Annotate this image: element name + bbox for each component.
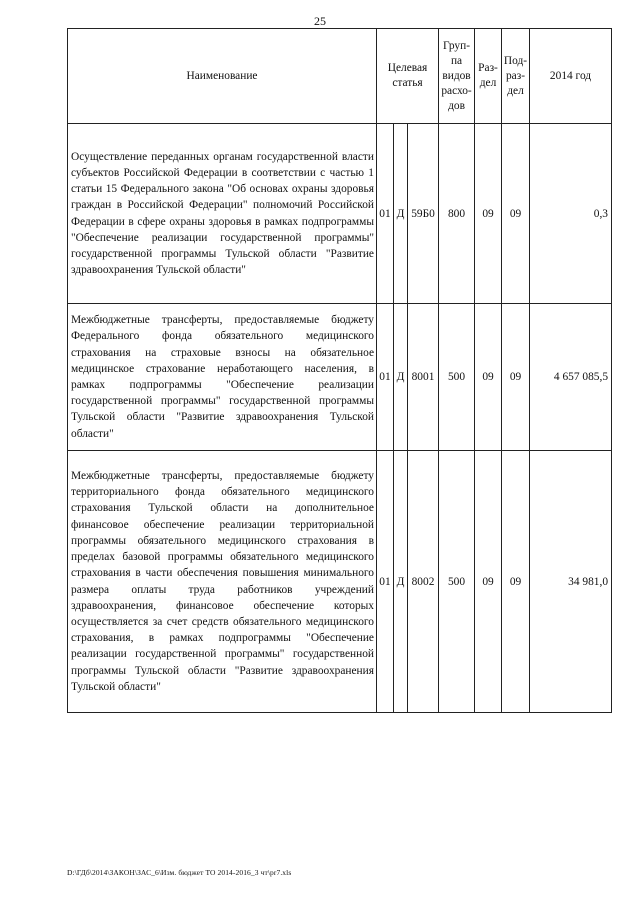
page-number: 25 xyxy=(314,14,326,28)
table-header-row xyxy=(68,29,612,124)
row-amount: 34 981,0 xyxy=(530,451,612,713)
row-subsection: 09 xyxy=(502,451,530,713)
row-article-part3: 8002 xyxy=(408,451,439,713)
row-amount: 0,3 xyxy=(530,124,612,304)
row-section: 09 xyxy=(475,451,502,713)
table-row xyxy=(68,124,612,304)
row-article-part1: 01 xyxy=(377,304,394,451)
row-expense-group: 800 xyxy=(439,124,475,304)
header-year: 2014 год xyxy=(530,29,612,124)
row-article-part3: 59Б0 xyxy=(408,124,439,304)
row-name: Межбюджетные трансферты, предоставляемые бюджету территориального фонда обязательного медицинского страхования Тульской области на дополнительное финансовое обеспечение реализации территориальной программы обязательного медицинского страхования в пределах базовой программы обязательного медицинского страхования в части обеспечения повышения минимального размера оплаты труда работников учреждений здравоохранения, финансовое обеспечение которых осуществляется за счет средств обязательного медицинского страхования, в рамках подпрограммы "Обеспечение реализации государственной программы" государственной программы Тульской области "Развитие здравоохранения Тульской области" xyxy=(68,451,377,713)
table-row xyxy=(68,451,612,713)
header-subsection: Под-раз-дел xyxy=(502,29,530,124)
row-article-part2: Д xyxy=(394,124,408,304)
row-expense-group: 500 xyxy=(439,304,475,451)
row-subsection: 09 xyxy=(502,124,530,304)
table-row xyxy=(68,304,612,451)
header-expense-group: Груп-па видов расхо-дов xyxy=(439,29,475,124)
header-target-article: Целевая статья xyxy=(377,29,439,124)
row-name: Межбюджетные трансферты, предоставляемые бюджету Федерального фонда обязательного медицинского страхования на страховые взносы на обязательное медицинское страхование неработающего населения, в рамках подпрограммы "Обеспечение реализации государственной программы" государственной программы Тульской области "Развитие здравоохранения Тульской области" xyxy=(68,304,377,451)
header-section: Раз-дел xyxy=(475,29,502,124)
row-subsection: 09 xyxy=(502,304,530,451)
row-article-part2: Д xyxy=(394,451,408,713)
header-name: Наименование xyxy=(68,29,377,124)
row-article-part2: Д xyxy=(394,304,408,451)
row-article-part1: 01 xyxy=(377,451,394,713)
row-section: 09 xyxy=(475,304,502,451)
row-article-part1: 01 xyxy=(377,124,394,304)
row-name: Осуществление переданных органам государственной власти субъектов Российской Федерации в соответствии с частью 1 статьи 15 Федерального закона "Об основах охраны здоровья граждан в Российской Федерации" полномочий Российской Федерации в сфере охраны здоровья в рамках подпрограммы "Обеспечение реализации государственной программы" государственной программы Тульской области "Развитие здравоохранения Тульской области" xyxy=(68,124,377,304)
file-path-footer: D:\ГДб\2014\ЗАКОН\ЗАС_6\Изм. бюджет ТО 2014-2016_3 чт\pr7.xls xyxy=(67,868,292,877)
row-section: 09 xyxy=(475,124,502,304)
row-article-part3: 8001 xyxy=(408,304,439,451)
row-expense-group: 500 xyxy=(439,451,475,713)
budget-table xyxy=(67,28,612,713)
row-amount: 4 657 085,5 xyxy=(530,304,612,451)
